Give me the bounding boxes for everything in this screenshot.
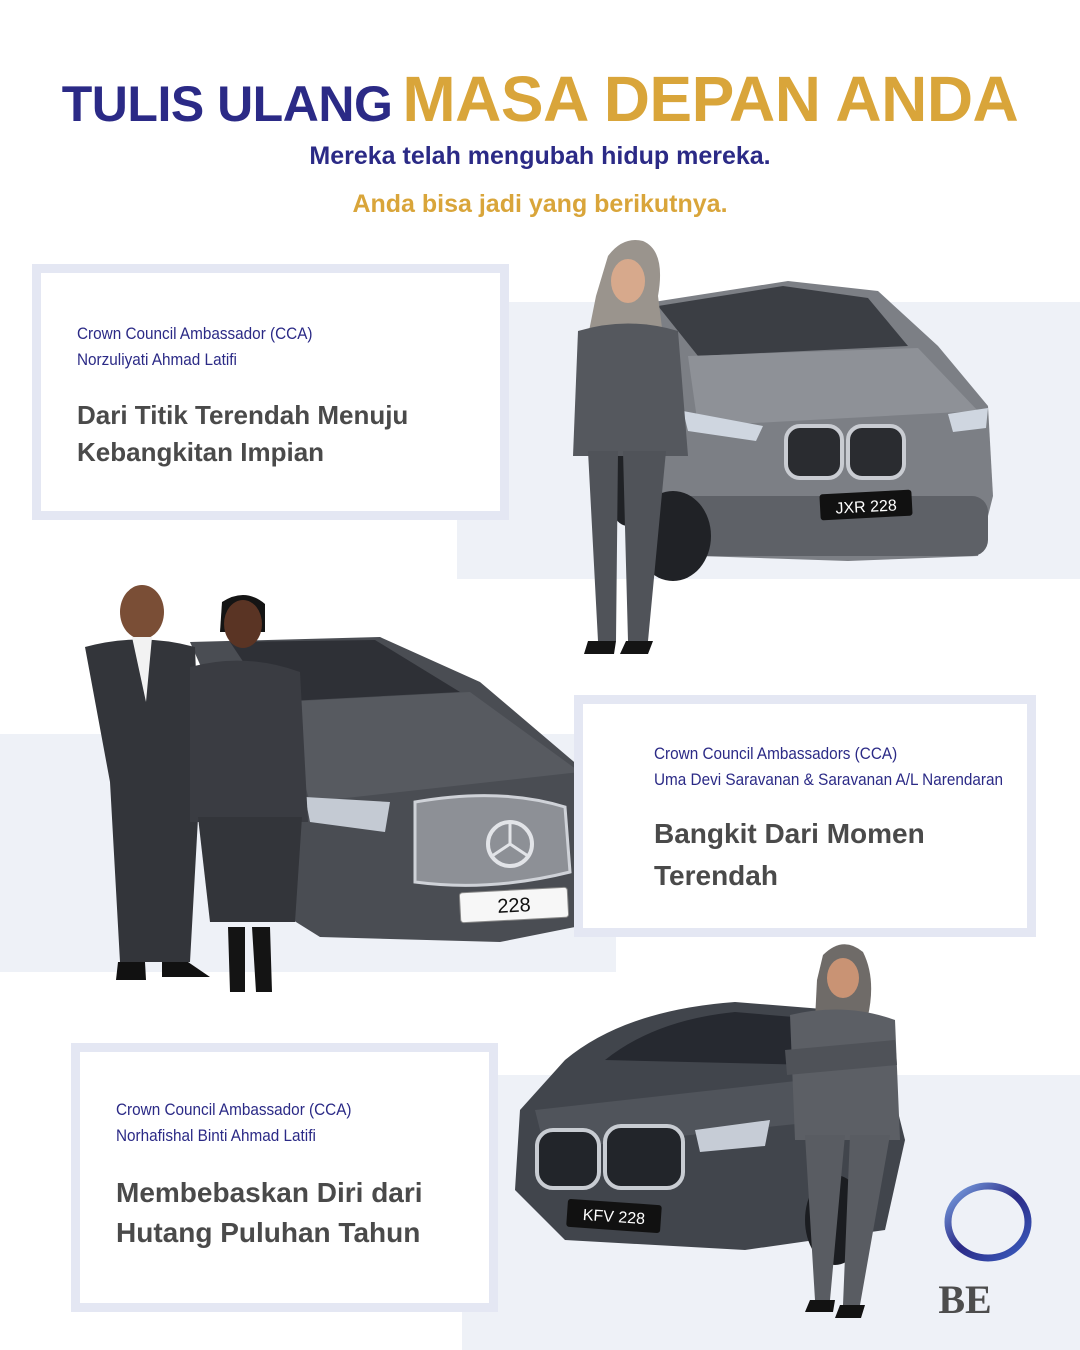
car-grille-left	[537, 1130, 599, 1188]
story-1-headline-line-2: Kebangkitan Impian	[77, 437, 325, 467]
story-2-role: Crown Council Ambassadors (CCA)	[654, 744, 898, 763]
subtitle-line-1: Mereka telah mengubah hidup mereka.	[309, 142, 771, 170]
story-2-headline-line-1: Bangkit Dari Momen	[654, 818, 925, 849]
story-3-role: Crown Council Ambassador (CCA)	[116, 1100, 352, 1119]
car-grille-right	[605, 1126, 683, 1188]
person-jacket	[573, 324, 688, 457]
be-logo	[920, 1180, 1060, 1320]
story-3-photo	[505, 940, 915, 1325]
story-3-headline-line-2: Hutang Puluhan Tahun	[116, 1217, 421, 1248]
woman-suit	[190, 661, 308, 822]
person-face	[611, 259, 645, 303]
logo-text: BE	[938, 1277, 992, 1320]
logo-ring-icon	[948, 1186, 1028, 1258]
story-3-headline-line-1: Membebaskan Diri dari	[116, 1177, 423, 1208]
story-2-photo	[80, 582, 620, 1002]
story-card-1	[32, 264, 509, 520]
story-1-name: Norzuliyati Ahmad Latifi	[77, 350, 237, 369]
woman-shoes	[228, 927, 272, 992]
story-2-headline	[654, 813, 1007, 897]
license-plate-text: 228	[496, 894, 532, 918]
woman-face	[224, 600, 262, 648]
man-face	[120, 585, 164, 639]
person-face	[827, 958, 859, 998]
story-1-headline	[77, 397, 480, 471]
car-grille-left	[786, 426, 842, 478]
story-card-3	[71, 1043, 498, 1312]
woman-skirt	[198, 817, 302, 922]
person-jacket	[790, 1010, 900, 1140]
title-part-2: MASA DEPAN ANDA	[402, 63, 1019, 135]
page-title	[0, 62, 1080, 136]
story-2-name: Uma Devi Saravanan & Saravanan A/L Narendaran	[654, 770, 1003, 789]
story-1-headline-line-1: Dari Titik Terendah Menuju	[77, 400, 409, 430]
man-suit	[85, 640, 200, 963]
story-1-role: Crown Council Ambassador (CCA)	[77, 324, 313, 343]
subtitle-line-2: Anda bisa jadi yang berikutnya.	[352, 190, 728, 218]
story-3-name: Norhafishal Binti Ahmad Latifi	[116, 1126, 316, 1145]
car-grille	[415, 796, 570, 886]
story-card-2	[574, 695, 1036, 937]
title-part-1: TULIS ULANG	[61, 76, 393, 132]
man-shoes	[116, 962, 210, 980]
license-plate-text: KFV 228	[582, 1206, 646, 1229]
car-grille-right	[848, 426, 904, 478]
story-3-headline	[116, 1173, 469, 1253]
story-2-headline-line-2: Terendah	[654, 860, 778, 891]
license-plate-text: JXR 228	[835, 497, 898, 518]
